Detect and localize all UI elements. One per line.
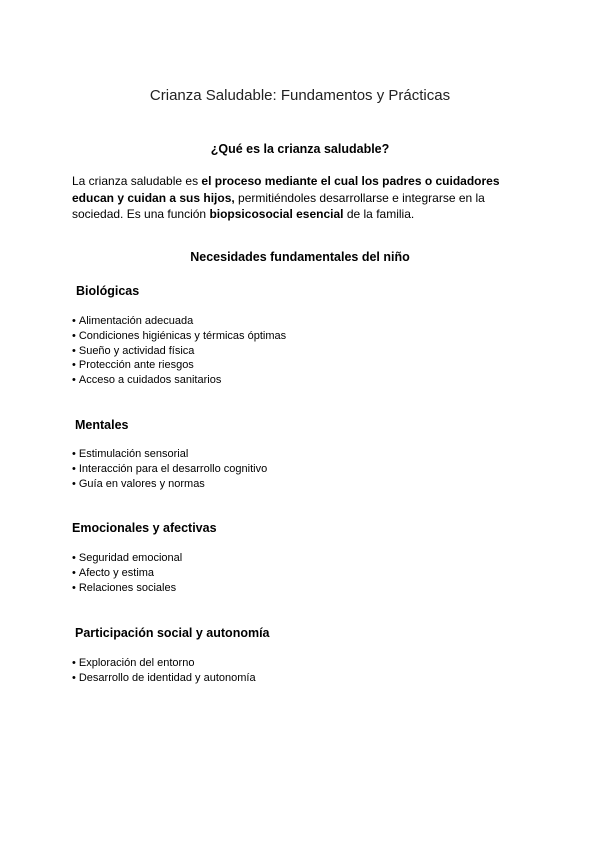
bullet-icon: • bbox=[72, 315, 76, 327]
list-item: • Estimulación sensorial bbox=[72, 448, 189, 460]
list-item: • Condiciones higiénicas y térmicas óptimas bbox=[72, 329, 287, 342]
bullet-icon: • bbox=[72, 581, 76, 594]
list-emocionales bbox=[72, 551, 182, 595]
intro-bold-2: biopsicosocial esencial bbox=[209, 207, 344, 221]
bullet-icon: • bbox=[72, 374, 76, 387]
list-participacion bbox=[72, 656, 256, 686]
list-item: • Alimentación adecuada bbox=[72, 315, 194, 327]
list-item: • Exploración del entorno bbox=[72, 657, 195, 669]
list-item: • Protección ante riesgos bbox=[72, 359, 194, 372]
section-heading-emocionales: Emocionales y afectivas bbox=[72, 521, 217, 535]
intro-bold-1: el proceso mediante el cual los padres o cuidadores educan y cuidan a sus hijos, bbox=[72, 174, 500, 205]
list-item: • Relaciones sociales bbox=[72, 581, 177, 594]
bullet-icon: • bbox=[72, 329, 76, 342]
intro-text-3: de la familia. bbox=[343, 207, 415, 221]
needs-heading: Necesidades fundamentales del niño bbox=[190, 250, 410, 264]
list-item: • Afecto y estima bbox=[72, 566, 155, 579]
list-item: • Sueño y actividad física bbox=[72, 344, 195, 357]
intro-text-2: permitiéndoles desarrollarse e integrarse en la sociedad. Es una función bbox=[72, 190, 485, 221]
question-heading: ¿Qué es la crianza saludable? bbox=[210, 142, 390, 156]
list-item: • Desarrollo de identidad y autonomía bbox=[72, 671, 256, 684]
bullet-icon: • bbox=[72, 448, 76, 460]
list-item: • Guía en valores y normas bbox=[72, 477, 205, 490]
bullet-icon: • bbox=[72, 671, 76, 684]
bullet-icon: • bbox=[72, 344, 76, 357]
intro-paragraph bbox=[72, 173, 512, 223]
bullet-icon: • bbox=[72, 552, 76, 564]
list-item: • Acceso a cuidados sanitarios bbox=[72, 374, 222, 387]
list-item: • Seguridad emocional bbox=[72, 552, 183, 564]
list-biologicas bbox=[72, 314, 286, 388]
section-heading-biologicas: Biológicas bbox=[76, 284, 140, 298]
list-mentales bbox=[72, 447, 267, 491]
section-heading-mentales: Mentales bbox=[75, 418, 129, 432]
list-item: • Interacción para el desarrollo cognitivo bbox=[72, 462, 268, 475]
intro-text-1: La crianza saludable es bbox=[72, 174, 202, 188]
bullet-icon: • bbox=[72, 359, 76, 372]
bullet-icon: • bbox=[72, 657, 76, 669]
bullet-icon: • bbox=[72, 462, 76, 475]
bullet-icon: • bbox=[72, 477, 76, 490]
bullet-icon: • bbox=[72, 566, 76, 579]
section-heading-participacion: Participación social y autonomía bbox=[75, 626, 270, 640]
document-title: Crianza Saludable: Fundamentos y Prácticas bbox=[149, 87, 451, 104]
